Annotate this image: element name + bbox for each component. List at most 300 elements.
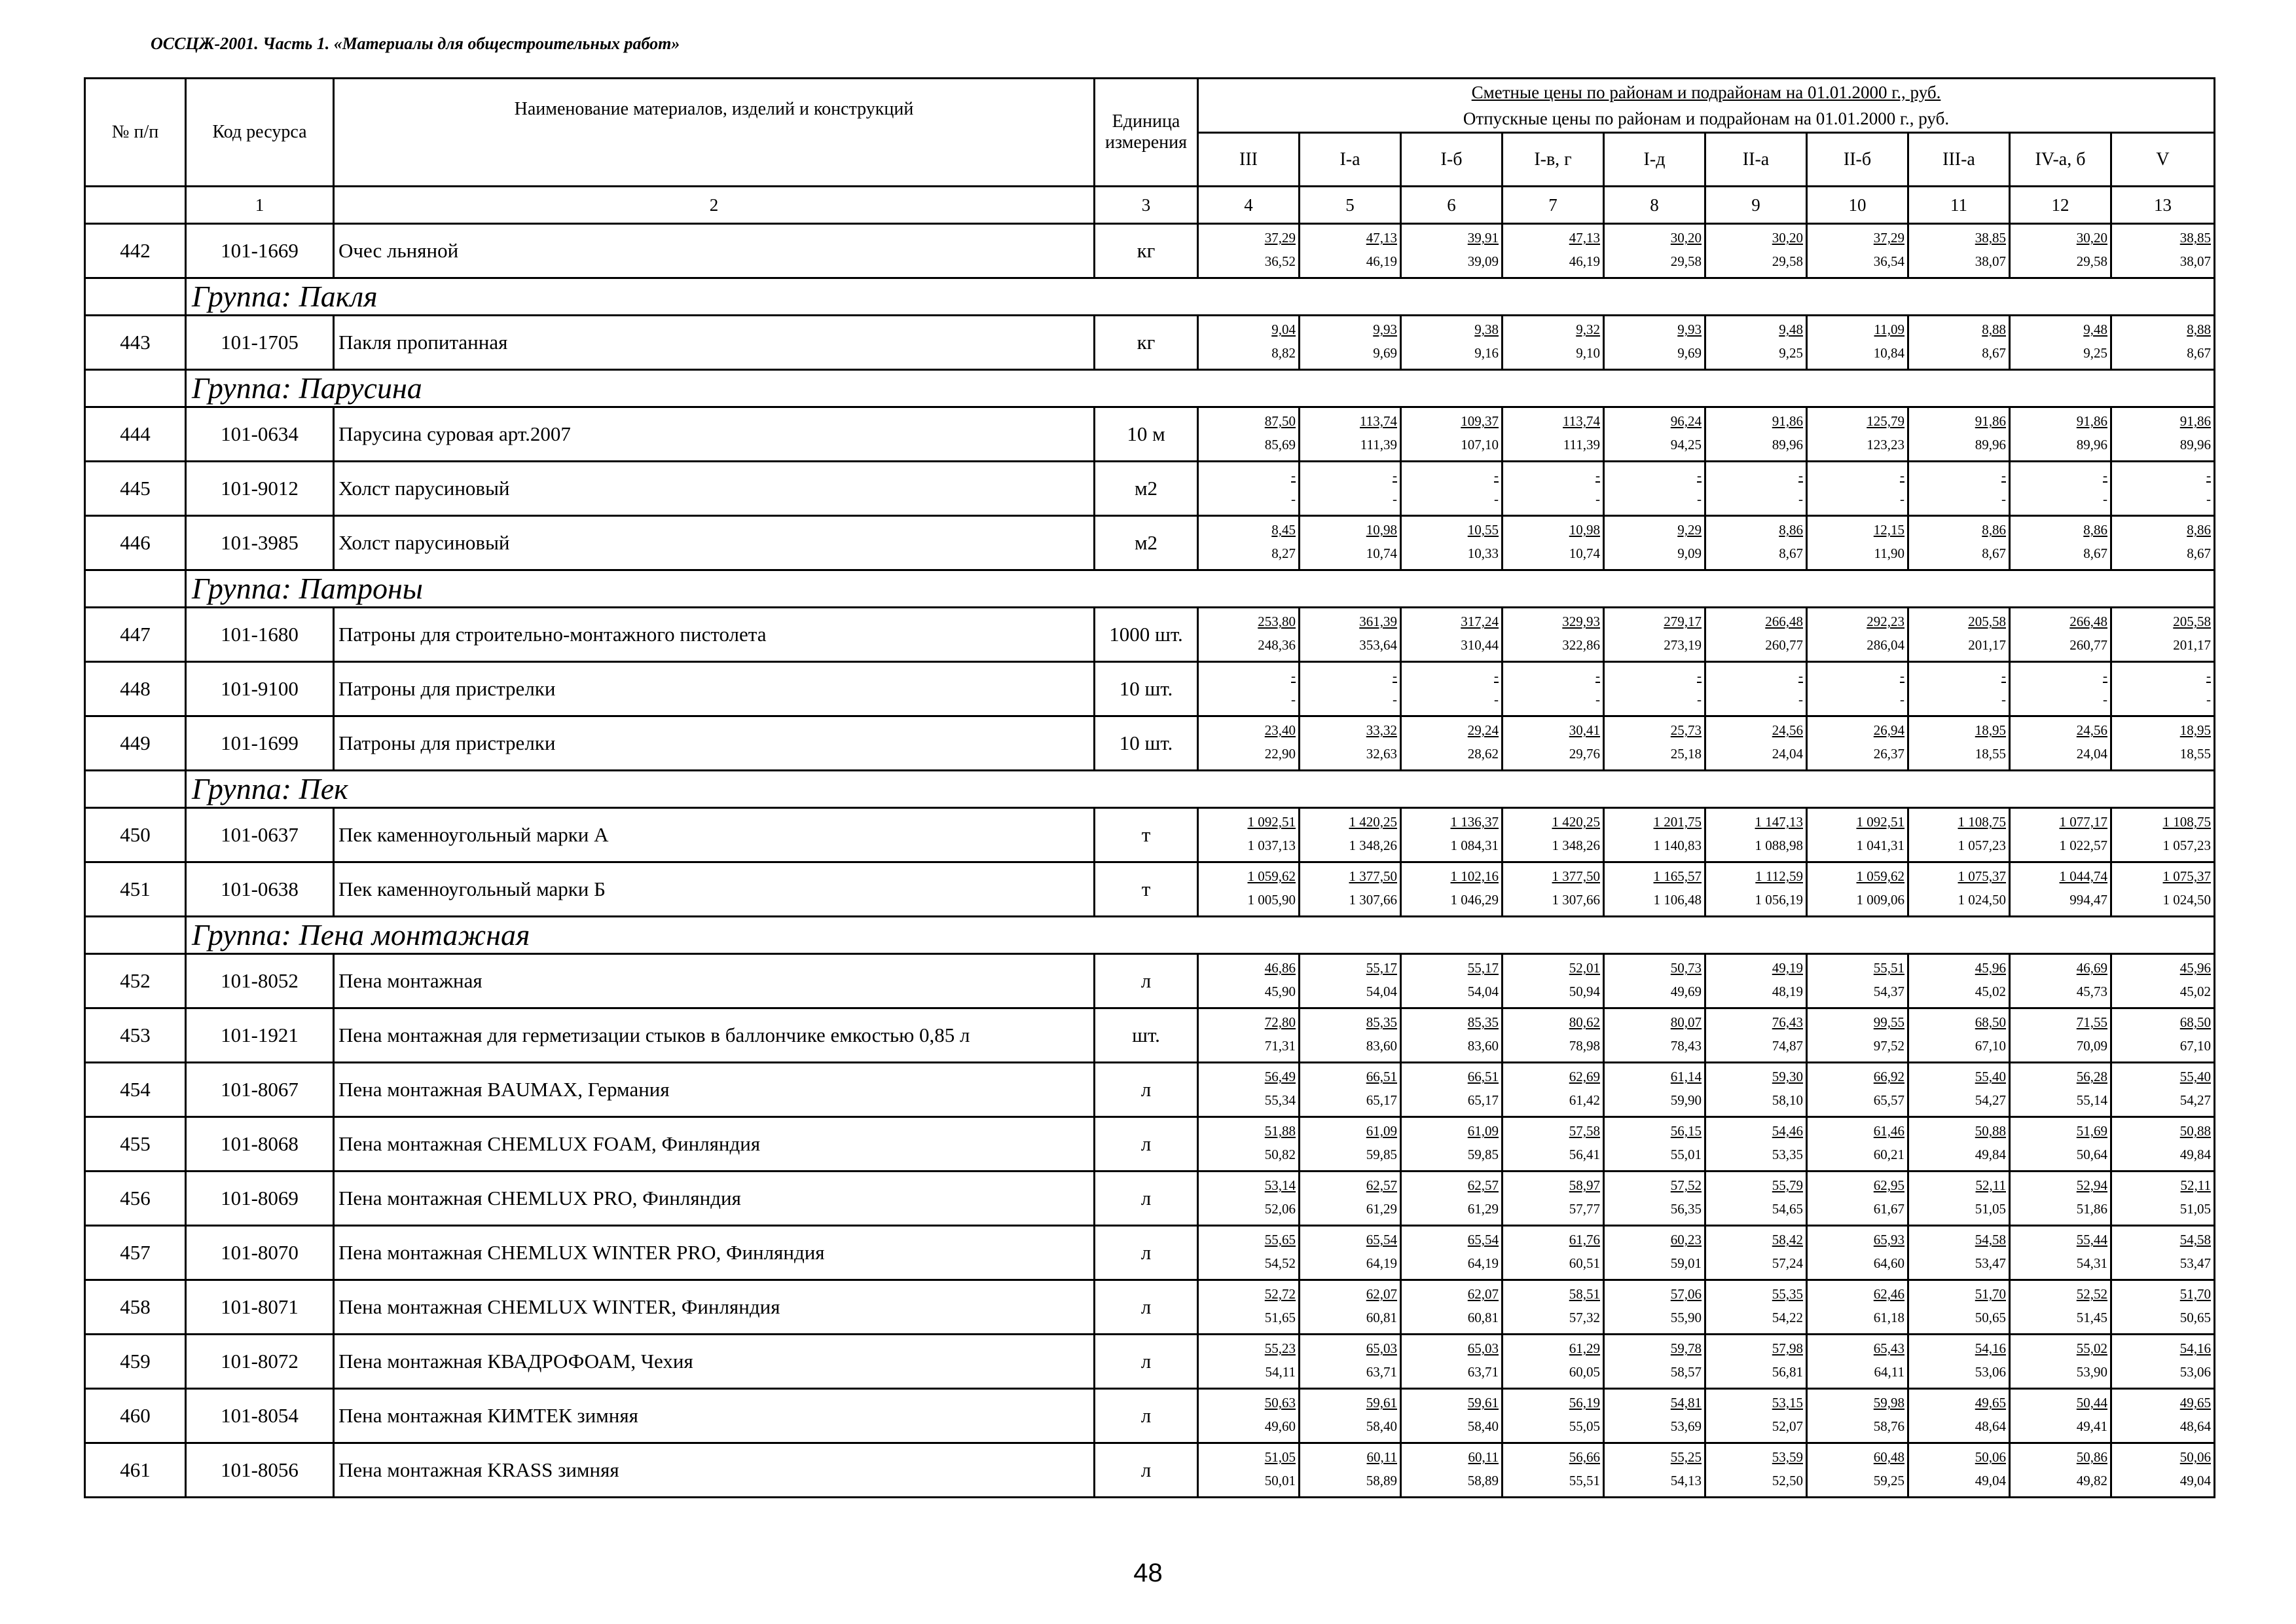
row-number: 450 [85,808,186,862]
unit-of-measure: л [1095,1063,1198,1117]
price-cell [1705,1443,1807,1498]
release-price: 1 348,26 [1552,838,1600,853]
row-number: 445 [85,462,186,516]
unit-of-measure: кг [1095,316,1198,370]
price-cell [1908,1008,2010,1063]
release-price: 8,67 [1779,545,1803,561]
table-row [85,1172,2215,1226]
col-header-prices [1198,79,2215,133]
release-price: 49,41 [2076,1418,2107,1434]
resource-code: 101-9100 [186,662,334,716]
price-cell [1604,462,1705,516]
estimate-price: 113,74 [1360,413,1397,429]
estimate-price: 9,29 [1677,522,1702,538]
estimate-price: - [1900,668,1904,684]
release-price: 61,18 [1873,1310,1904,1325]
material-name: Пена монтажная CHEMLUX PRO, Финляндия [334,1172,1095,1226]
release-price: 53,69 [1670,1418,1702,1434]
price-cell [2010,716,2111,771]
price-cell [2010,1063,2111,1117]
estimate-price: 50,63 [1264,1395,1296,1411]
estimate-price: - [1393,468,1397,483]
estimate-price: 56,28 [2076,1069,2107,1084]
estimate-price: 55,51 [1873,960,1904,976]
price-cell [1807,1063,1908,1117]
release-price: 1 041,31 [1856,838,1904,853]
price-cell [1604,1063,1705,1117]
estimate-price: 55,02 [2076,1340,2107,1356]
estimate-price: 55,40 [2179,1069,2211,1084]
price-table [84,77,2215,1498]
release-price: 1 057,23 [1958,838,2006,853]
estimate-price: 56,49 [1264,1069,1296,1084]
row-number: 446 [85,516,186,570]
price-cell [1705,1335,1807,1389]
estimate-price: 9,32 [1576,322,1600,337]
release-price: - [2001,491,2006,507]
price-cell [1503,716,1604,771]
release-price: 29,58 [1670,253,1702,269]
estimate-price: - [1798,668,1803,684]
estimate-price: 1 165,57 [1653,868,1702,884]
release-price: 58,40 [1467,1418,1499,1434]
release-price: 56,41 [1569,1147,1600,1162]
price-cell [1300,1008,1401,1063]
table-row [85,1389,2215,1443]
estimate-price: 50,86 [2076,1449,2107,1465]
price-cell [1401,1443,1503,1498]
release-price: 65,57 [1873,1092,1904,1108]
price-cell [1604,954,1705,1008]
release-price: 48,19 [1772,984,1803,999]
price-cell [2111,1389,2215,1443]
estimate-price: 59,61 [1366,1395,1397,1411]
material-name: Патроны для пристрелки [334,662,1095,716]
price-cell [1908,1280,2010,1335]
group-spacer [85,570,186,608]
release-price: 8,67 [1982,345,2006,361]
price-cell [1705,662,1807,716]
price-cell [1503,862,1604,917]
release-price: 58,89 [1366,1473,1397,1488]
release-price: - [2103,491,2107,507]
region-header: V [2111,133,2215,187]
estimate-price: 205,58 [2173,614,2211,629]
price-cell [2111,808,2215,862]
price-cell [2111,1226,2215,1280]
release-price: 64,19 [1366,1255,1397,1271]
col-header-no: № п/п [85,79,186,187]
estimate-price: 38,85 [2179,230,2211,246]
price-cell [1401,608,1503,662]
release-price: 71,31 [1264,1038,1296,1054]
material-name: Патроны для строительно-монтажного пистолета [334,608,1095,662]
release-price: 10,74 [1366,545,1397,561]
estimate-price: 55,17 [1467,960,1499,976]
release-price: 60,81 [1467,1310,1499,1325]
price-cell [2111,516,2215,570]
estimate-price: 55,25 [1670,1449,1702,1465]
price-cell [1705,224,1807,278]
release-price: 273,19 [1664,637,1702,653]
estimate-price: 10,98 [1569,522,1600,538]
price-cell [1401,462,1503,516]
price-cell [2010,608,2111,662]
price-cell [1198,1280,1300,1335]
price-cell [2111,224,2215,278]
release-price: 9,09 [1677,545,1702,561]
price-cell [2111,1443,2215,1498]
price-cell [1604,407,1705,462]
price-cell [2010,1117,2111,1172]
price-cell [1503,662,1604,716]
price-cell [1300,462,1401,516]
price-cell [1705,1117,1807,1172]
release-price: 61,29 [1366,1201,1397,1217]
release-price: 83,60 [1366,1038,1397,1054]
row-number: 459 [85,1335,186,1389]
price-cell [1300,1280,1401,1335]
estimate-price: - [2206,468,2211,483]
unit-of-measure: л [1095,1389,1198,1443]
price-cell [1198,407,1300,462]
release-price: 260,77 [2069,637,2107,653]
estimate-price: 52,52 [2076,1286,2107,1302]
col-header-unit: Единица измерения [1095,79,1198,187]
price-cell [2111,316,2215,370]
column-number: 8 [1604,187,1705,224]
release-price: 58,10 [1772,1092,1803,1108]
estimate-price: 109,37 [1461,413,1499,429]
resource-code: 101-1680 [186,608,334,662]
price-cell [1198,1063,1300,1117]
price-cell [1908,1063,2010,1117]
estimate-price: - [1900,468,1904,483]
release-price: 49,69 [1670,984,1702,999]
estimate-price: 50,88 [2179,1123,2211,1139]
release-price: - [2206,692,2211,707]
estimate-price: 59,61 [1467,1395,1499,1411]
price-cell [1807,1008,1908,1063]
estimate-price: 54,16 [1975,1340,2006,1356]
price-cell [1908,808,2010,862]
price-cell [2111,407,2215,462]
resource-code: 101-1705 [186,316,334,370]
release-price: 74,87 [1772,1038,1803,1054]
resource-code: 101-0637 [186,808,334,862]
price-cell [1807,608,1908,662]
estimate-price: 38,85 [1975,230,2006,246]
price-cell [1705,716,1807,771]
release-price: 322,86 [1562,637,1600,653]
release-price: 353,64 [1359,637,1397,653]
table-row [85,1280,2215,1335]
row-number: 454 [85,1063,186,1117]
material-name: Холст парусиновый [334,516,1095,570]
estimate-price: - [1697,468,1702,483]
release-price: 8,27 [1271,545,1296,561]
column-number: 3 [1095,187,1198,224]
release-price: 50,65 [2179,1310,2211,1325]
release-price: 107,10 [1461,437,1499,452]
estimate-price: 329,93 [1562,614,1600,629]
release-price: 48,64 [2179,1418,2211,1434]
release-price: 54,04 [1366,984,1397,999]
release-price: 58,57 [1670,1364,1702,1380]
estimate-price: 61,09 [1366,1123,1397,1139]
estimate-price: 58,51 [1569,1286,1600,1302]
release-price: - [2103,692,2107,707]
price-cell [2010,1389,2111,1443]
price-cell [1503,1443,1604,1498]
price-cell [2111,1008,2215,1063]
price-cell [1300,1335,1401,1389]
estimate-price: 125,79 [1867,413,1904,429]
release-price: 54,31 [2076,1255,2107,1271]
estimate-price: 55,17 [1366,960,1397,976]
price-cell [1908,1117,2010,1172]
estimate-price: 58,97 [1569,1177,1600,1193]
price-cell [1604,1226,1705,1280]
release-price: 54,37 [1873,984,1904,999]
release-price: 55,34 [1264,1092,1296,1108]
release-price: 89,96 [2179,437,2211,452]
price-cell [1503,316,1604,370]
estimate-price: 56,66 [1569,1449,1600,1465]
resource-code: 101-8054 [186,1389,334,1443]
material-name: Пена монтажная CHEMLUX WINTER PRO, Финляндия [334,1226,1095,1280]
estimate-price: 59,30 [1772,1069,1803,1084]
release-price: 97,52 [1873,1038,1904,1054]
release-price: 45,73 [2076,984,2107,999]
price-cell [1300,407,1401,462]
price-cell [1503,1172,1604,1226]
column-number: 7 [1503,187,1604,224]
price-cell [1807,516,1908,570]
release-price: 39,09 [1467,253,1499,269]
price-cell [1401,808,1503,862]
group-label: Группа: Пакля [186,278,2215,316]
price-cell [1908,862,2010,917]
price-cell [1401,407,1503,462]
release-price: 36,54 [1873,253,1904,269]
group-row [85,771,2215,808]
price-cell [1908,608,2010,662]
release-price: 59,85 [1467,1147,1499,1162]
price-cell [1300,224,1401,278]
release-price: 24,04 [1772,746,1803,762]
estimate-price: 61,09 [1467,1123,1499,1139]
release-price: 54,65 [1772,1201,1803,1217]
price-cell [1198,716,1300,771]
price-cell [1198,862,1300,917]
estimate-price: - [2001,468,2006,483]
region-header: I-б [1401,133,1503,187]
price-cell [1908,1172,2010,1226]
price-cell [2010,1008,2111,1063]
resource-code: 101-8067 [186,1063,334,1117]
release-price: 53,47 [2179,1255,2211,1271]
release-price: 55,90 [1670,1310,1702,1325]
estimate-price: 62,57 [1366,1177,1397,1193]
release-price: 1 024,50 [2162,892,2211,908]
estimate-price: 9,93 [1677,322,1702,337]
estimate-price: 57,98 [1772,1340,1803,1356]
price-cell [1300,608,1401,662]
group-row [85,917,2215,954]
estimate-price: 91,86 [1975,413,2006,429]
release-price: 49,84 [1975,1147,2006,1162]
estimate-price: 39,91 [1467,230,1499,246]
table-row [85,1226,2215,1280]
price-cell [1198,316,1300,370]
estimate-price: 60,11 [1366,1449,1397,1465]
release-price: - [1697,491,1702,507]
release-price: 61,67 [1873,1201,1904,1217]
price-cell [1604,1389,1705,1443]
price-cell [1604,1008,1705,1063]
group-spacer [85,278,186,316]
price-cell [1198,462,1300,516]
release-price: 94,25 [1670,437,1702,452]
price-cell [1503,1226,1604,1280]
price-title-estimate: Сметные цены по районам и подрайонам на 01.01.2000 г., руб. [1471,83,1941,102]
release-price: 89,96 [2076,437,2107,452]
estimate-price: 8,45 [1271,522,1296,538]
release-price: 65,17 [1366,1092,1397,1108]
estimate-price: 1 059,62 [1247,868,1296,884]
estimate-price: 49,19 [1772,960,1803,976]
estimate-price: 46,69 [2076,960,2107,976]
release-price: 10,33 [1467,545,1499,561]
release-price: 8,67 [1982,545,2006,561]
price-cell [1604,1172,1705,1226]
resource-code: 101-8072 [186,1335,334,1389]
release-price: 1 140,83 [1653,838,1702,853]
price-cell [1401,1335,1503,1389]
price-cell [1807,716,1908,771]
estimate-price: 1 108,75 [1958,814,2006,830]
price-cell [1503,1389,1604,1443]
estimate-price: 54,81 [1670,1395,1702,1411]
estimate-price: 60,23 [1670,1232,1702,1247]
price-cell [1705,407,1807,462]
release-price: 1 106,48 [1653,892,1702,908]
estimate-price: 205,58 [1968,614,2006,629]
price-cell [2111,1280,2215,1335]
release-price: 55,05 [1569,1418,1600,1434]
estimate-price: 59,78 [1670,1340,1702,1356]
price-cell [1503,224,1604,278]
estimate-price: 9,93 [1373,322,1397,337]
price-cell [2111,462,2215,516]
estimate-price: 61,76 [1569,1232,1600,1247]
release-price: 10,84 [1873,345,1904,361]
price-cell [1401,1389,1503,1443]
price-cell [2111,954,2215,1008]
unit-of-measure: л [1095,954,1198,1008]
material-name: Пена монтажная для герметизации стыков в баллончике емкостью 0,85 л [334,1008,1095,1063]
price-cell [2010,954,2111,1008]
release-price: 8,67 [2187,345,2211,361]
estimate-price: 1 102,16 [1450,868,1499,884]
release-price: 123,23 [1867,437,1904,452]
price-cell [1807,862,1908,917]
estimate-price: 47,13 [1366,230,1397,246]
release-price: 25,18 [1670,746,1702,762]
price-cell [1807,1280,1908,1335]
estimate-price: 59,98 [1873,1395,1904,1411]
estimate-price: 68,50 [1975,1014,2006,1030]
release-price: 1 024,50 [1958,892,2006,908]
estimate-price: 52,72 [1264,1286,1296,1302]
estimate-price: - [1595,468,1600,483]
release-price: 60,51 [1569,1255,1600,1271]
material-name: Пена монтажная КВАДРОФОАМ, Чехия [334,1335,1095,1389]
unit-of-measure: л [1095,1117,1198,1172]
price-cell [2111,1117,2215,1172]
estimate-price: 1 136,37 [1450,814,1499,830]
resource-code: 101-1921 [186,1008,334,1063]
estimate-price: 47,13 [1569,230,1600,246]
price-cell [1300,662,1401,716]
estimate-price: 65,93 [1873,1232,1904,1247]
price-cell [2010,516,2111,570]
price-cell [1604,662,1705,716]
resource-code: 101-1669 [186,224,334,278]
unit-of-measure: л [1095,1172,1198,1226]
estimate-price: 1 044,74 [2059,868,2107,884]
price-cell [1604,1280,1705,1335]
estimate-price: 65,43 [1873,1340,1904,1356]
price-cell [1807,1226,1908,1280]
price-cell [1503,954,1604,1008]
estimate-price: 65,03 [1366,1340,1397,1356]
estimate-price: 266,48 [1765,614,1803,629]
estimate-price: 60,48 [1873,1449,1904,1465]
release-price: 50,82 [1264,1147,1296,1162]
price-cell [2010,1226,2111,1280]
price-cell [1198,608,1300,662]
material-name: Пек каменноугольный марки Б [334,862,1095,917]
release-price: 59,90 [1670,1092,1702,1108]
release-price: 24,04 [2076,746,2107,762]
price-cell [1503,1008,1604,1063]
price-cell [1604,1117,1705,1172]
estimate-price: 51,70 [1975,1286,2006,1302]
row-number: 447 [85,608,186,662]
release-price: 1 046,29 [1450,892,1499,908]
estimate-price: - [2001,668,2006,684]
estimate-price: 65,03 [1467,1340,1499,1356]
release-price: - [1393,692,1397,707]
release-price: 9,10 [1576,345,1600,361]
region-header: II-б [1807,133,1908,187]
price-cell [1807,1443,1908,1498]
release-price: - [1798,692,1803,707]
table-row [85,1063,2215,1117]
table-row [85,316,2215,370]
group-spacer [85,370,186,407]
price-cell [1908,1226,2010,1280]
price-cell [2010,316,2111,370]
estimate-price: 30,20 [1670,230,1702,246]
estimate-price: 91,86 [2179,413,2211,429]
table-row [85,1008,2215,1063]
price-cell [1705,1280,1807,1335]
estimate-price: 57,06 [1670,1286,1702,1302]
price-cell [1198,808,1300,862]
